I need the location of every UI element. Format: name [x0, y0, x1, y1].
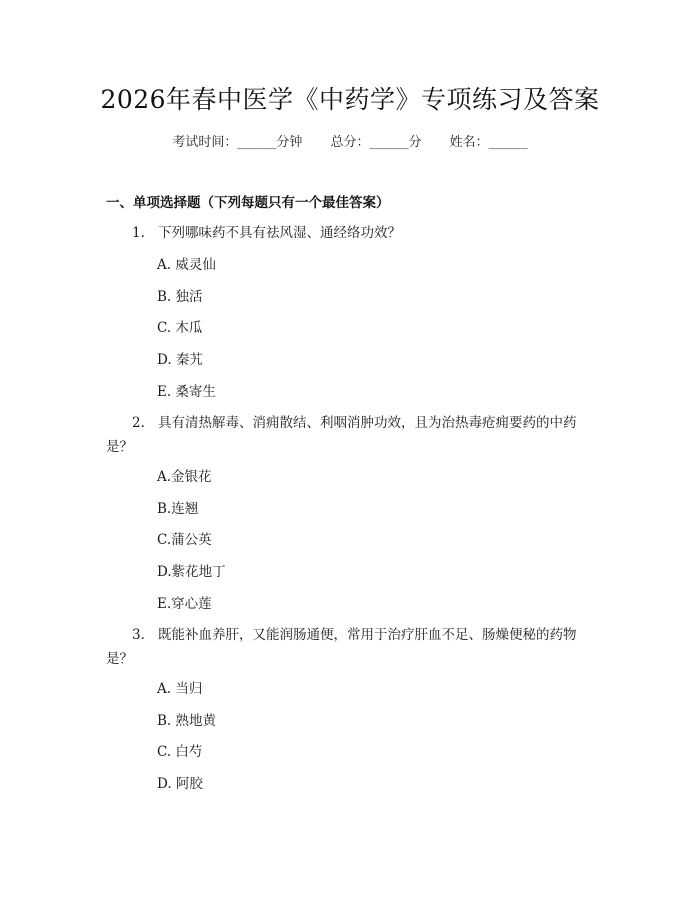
option-q3-d: D. 阿胶: [157, 776, 203, 792]
option-q3-a: A. 当归: [157, 681, 203, 697]
question-number: 3.: [132, 627, 145, 643]
question-1: [106, 221, 596, 245]
question-text: 下列哪味药不具有祛风湿、通经络功效？: [158, 225, 401, 241]
exam-meta: [0, 131, 700, 150]
document-title: 2026年春中医学《中药学》专项练习及答案: [100, 85, 600, 114]
option-q2-d: D.紫花地丁: [157, 564, 226, 580]
section-heading: 一、单项选择题（下列每题只有一个最佳答案）: [106, 195, 390, 211]
option-q1-c: C. 木瓜: [157, 320, 203, 336]
option-q1-a: A. 威灵仙: [157, 257, 216, 273]
question-3: [106, 623, 596, 671]
question-text: 既能补血养肝，又能润肠通便，常用于治疗肝血不足、肠燥便秘的药物是？: [106, 627, 577, 667]
total-score-field: 总分：______分: [330, 135, 422, 150]
option-q1-b: B. 独活: [157, 289, 203, 305]
exam-time-field: 考试时间：______分钟: [172, 135, 303, 150]
question-2: [106, 411, 596, 459]
option-q2-e: E.穿心莲: [157, 596, 212, 612]
option-q1-d: D. 秦艽: [157, 352, 203, 368]
student-name-field: 姓名：______: [449, 135, 528, 150]
option-q1-e: E. 桑寄生: [157, 384, 216, 400]
option-q2-c: C.蒲公英: [157, 532, 212, 548]
option-q3-b: B. 熟地黄: [157, 713, 217, 729]
option-q3-c: C. 白芍: [157, 744, 203, 760]
question-number: 1.: [132, 225, 145, 241]
option-q2-a: A.金银花: [157, 469, 212, 485]
question-text: 具有清热解毒、消痈散结、利咽消肿功效，且为治热毒疮痈要药的中药是？: [106, 415, 577, 455]
question-number: 2.: [132, 415, 145, 431]
option-q2-b: B.连翘: [157, 501, 199, 517]
